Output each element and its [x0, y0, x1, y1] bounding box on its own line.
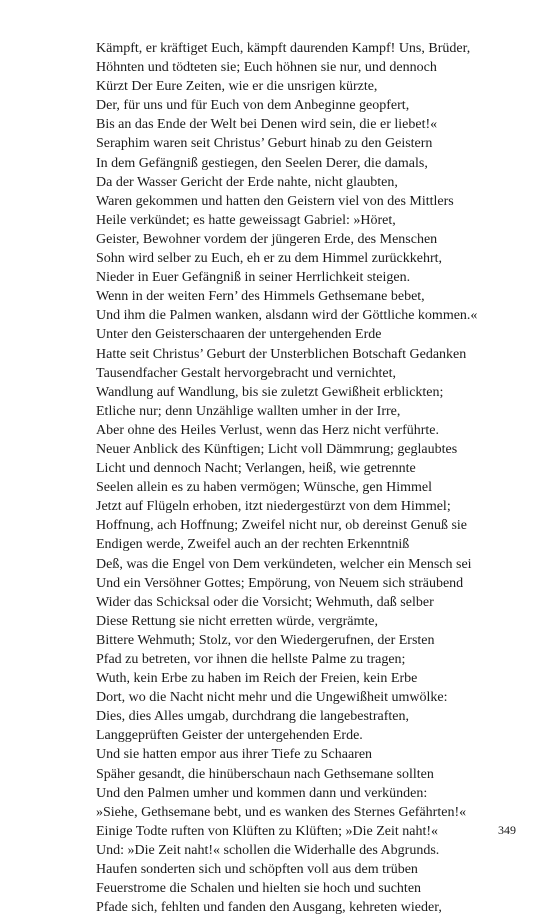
verse-line: Licht und dennoch Nacht; Verlangen, heiß, wie getrennte — [96, 461, 416, 477]
verse-line: Heile verkündet; es hatte geweissagt Gabriel: »Höret, — [96, 212, 396, 228]
verse-line: »Siehe, Gethsemane bebt, und es wanken des Sternes Gefährten!« — [96, 804, 467, 820]
page-number: 349 — [498, 823, 516, 837]
verse-line: Waren gekommen und hatten den Geistern viel von des Mittlers — [96, 193, 454, 209]
verse-line: Endigen werde, Zweifel auch an der rechten Erkenntniß — [96, 537, 410, 553]
verse-line: Und ein Versöhner Gottes; Empörung, von Neuem sich sträubend — [96, 575, 464, 591]
verse-line: Und: »Die Zeit naht!« schollen die Widerhalle des Abgrunds. — [96, 842, 440, 858]
verse-line: Haufen sonderten sich und schöpften voll aus dem trüben — [96, 862, 418, 878]
verse-line: Späher gesandt, die hinüberschaun nach Gethsemane sollten — [96, 766, 434, 782]
verse-line: Einige Todte ruften von Klüften zu Klüften; »Die Zeit naht!« — [96, 823, 439, 839]
verse-line: Wuth, kein Erbe zu haben im Reich der Freien, kein Erbe — [96, 671, 418, 687]
verse-text — [96, 39, 516, 917]
verse-line: Unter den Geisterschaaren der untergehenden Erde — [96, 327, 382, 343]
verse-line: Sohn wird selber zu Euch, eh er zu dem Himmel zurückkehrt, — [96, 251, 443, 267]
verse-line: In dem Gefängniß gestiegen, den Seelen Derer, die damals, — [96, 155, 428, 171]
verse-line: Kürzt Der Eure Zeiten, wie er die unsrigen kürzte, — [96, 79, 378, 95]
verse-line: Nieder in Euer Gefängniß in seiner Herrlichkeit steigen. — [96, 270, 411, 286]
verse-line: Etliche nur; denn Unzählige wallten umher in der Irre, — [96, 403, 401, 419]
verse-line: Und den Palmen umher und kommen dann und verkünden: — [96, 785, 428, 801]
verse-line: Aber ohne des Heiles Verlust, wenn das Herz nicht verführte. — [96, 422, 440, 438]
verse-line: Feuerstrome die Schalen und hielten sie hoch und suchten — [96, 881, 422, 897]
verse-line: Wandlung auf Wandlung, bis sie zuletzt Gewißheit erblickten; — [96, 384, 444, 400]
verse-line: Hatte seit Christus’ Geburt der Unsterblichen Botschaft Gedanken — [96, 346, 467, 362]
verse-line: Dies, dies Alles umgab, durchdrang die langebestraften, — [96, 709, 409, 725]
verse-line: Dort, wo die Nacht nicht mehr und die Ungewißheit umwölke: — [96, 690, 448, 706]
verse-line: Pfad zu betreten, vor ihnen die hellste Palme zu tragen; — [96, 652, 406, 667]
verse-line: Diese Rettung sie nicht erretten würde, vergrämte, — [96, 613, 378, 629]
verse-line: Bis an das Ende der Welt bei Denen wird sein, die er liebet!« — [96, 117, 438, 133]
verse-line: Langgeprüften Geister der untergehenden Erde. — [96, 728, 363, 744]
verse-line: Höhnten und tödteten sie; Euch höhnen sie nur, und dennoch — [96, 60, 437, 76]
verse-line: Tausendfacher Gestalt hervorgebracht und vernichtet, — [96, 365, 397, 381]
verse-line: Und ihm die Palmen wanken, alsdann wird der Göttliche kommen.« — [96, 308, 478, 324]
verse-line: Geister, Bewohner vordem der jüngeren Erde, des Menschen — [96, 231, 438, 247]
verse-line: Seraphim waren seit Christus’ Geburt hinab zu den Geistern — [96, 136, 433, 152]
verse-line: Wenn in der weiten Fern’ des Himmels Gethsemane bebet, — [96, 289, 425, 305]
verse-line: Und sie hatten empor aus ihrer Tiefe zu Schaaren — [96, 747, 373, 763]
verse-line: Hoffnung, ach Hoffnung; Zweifel nicht nur, ob dereinst Genuß sie — [96, 518, 467, 534]
verse-line: Jetzt auf Flügeln erhoben, itzt niedergestürzt von dem Himmel; — [96, 499, 451, 515]
verse-line: Kämpft, er kräftiget Euch, kämpft daurenden Kampf! Uns, Brüder, — [96, 41, 471, 56]
verse-line: Deß, was die Engel von Dem verkündeten, welcher ein Mensch sei — [96, 556, 472, 572]
verse-line: Seelen allein es zu haben vermögen; Wünsche, gen Himmel — [96, 480, 433, 496]
verse-line: Bittere Wehmuth; Stolz, vor den Wiedergerufnen, der Ersten — [96, 632, 435, 648]
verse-line: Da der Wasser Gericht der Erde nahte, nicht glaubten, — [96, 174, 398, 190]
verse-line: Der, für uns und für Euch von dem Anbeginne geopfert, — [96, 98, 410, 114]
verse-line: Neuer Anblick des Künftigen; Licht voll Dämmrung; geglaubtes — [96, 441, 458, 457]
verse-line: Pfade sich, fehlten und fanden den Ausgang, kehreten wieder, — [96, 900, 442, 916]
verse-line: Wider das Schicksal oder die Vorsicht; Wehmuth, daß selber — [96, 594, 434, 610]
